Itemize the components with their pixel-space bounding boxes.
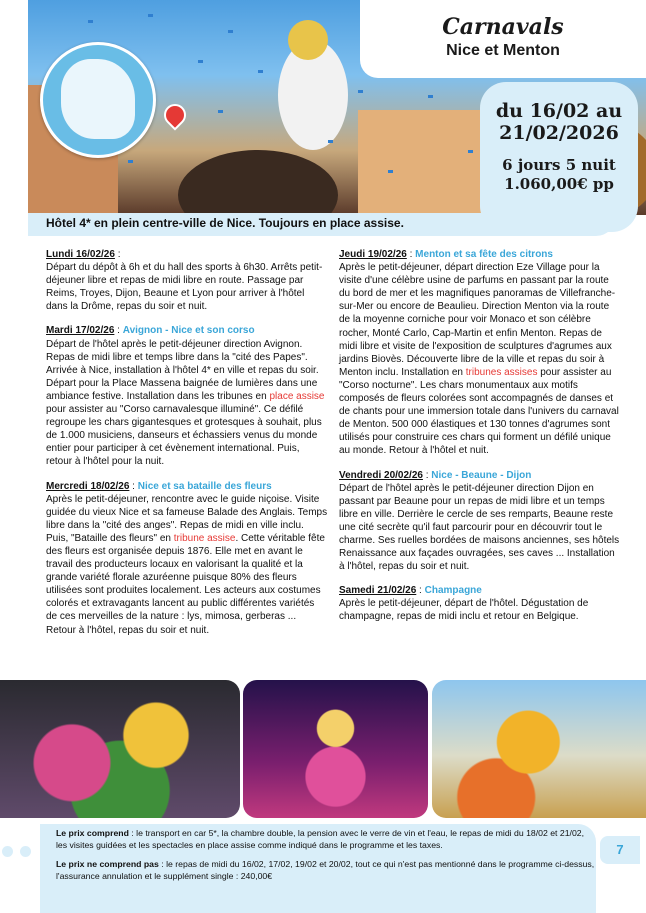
day-text: Départ de l'hôtel après le petit-déjeuner direction Dijon en passant par Beaune pour un repas de midi libre et un temps libre en ville. Derrière le cercle de ses remparts, Beaune reste une cité secrète qu'il faut parcourir pour en découvrir tout le charme. Ses ruelles bordées de maisons anciennes, ses hôtels Renaissance aux façades ouvragées, ses caves ... Installation à l'hôtel, repas du soir et nuit. (339, 482, 620, 573)
price-excludes (56, 859, 596, 882)
day-entry (339, 469, 621, 574)
pricing-box (40, 824, 596, 913)
day-date: Lundi 16/02/26 (46, 249, 115, 260)
date-price-box (480, 82, 638, 232)
france-map-inset (40, 42, 156, 158)
day-separator: : (406, 249, 416, 260)
photo-night-corso (243, 680, 428, 818)
day-highlight: tribunes assises (465, 366, 538, 378)
price-excludes-text: : le repas de midi du 16/02, 17/02, 19/02 et 20/02, tout ce qui n'est pas mentionné dans le programme ci-dessus, l'assurance annulation et le supplément single : 240,00€ (56, 859, 595, 881)
title-box (360, 0, 646, 78)
day-date: Jeudi 19/02/26 (339, 249, 407, 260)
day-date: Samedi 21/02/26 (339, 585, 417, 597)
day-subtitle: Menton et sa fête des citrons (415, 249, 553, 260)
day-separator: : (114, 325, 123, 337)
day-date: Vendredi 20/02/26 (339, 469, 423, 481)
day-entry (339, 584, 621, 623)
day-text: Après le petit-déjeuner, départ direction Eze Village pour la visite d'une célèbre usine de parfums en passant par la route du bord de mer et les magnifiques panoramas de Villefranche-sur-Mer ou encore de Beaulieu. Direction Menton via la route de la moyenne corniche pour voir Monaco et son célèbre rocher, Monté Carlo, Cap-Martin et enfin Menton. Repas de midi libre et visite de l'exposition de sculptures d'agrumes aux jardins Biovès. Découverte libre de la ville et repas du soir à Menton inclu. Installation en (339, 262, 616, 378)
day-entry (46, 480, 328, 637)
day-highlight: place assise (269, 390, 325, 402)
day-text: Départ du dépôt à 6h et du hall des sports à 6h30. Arrêts petit-déjeuner libre et repas de midi libre en route. Passage par Reims, Troyes, Dijon, Beaune et Lyon pour arriver à l'hôtel dans la Drôme, repas du soir et nuit. (46, 262, 323, 313)
hotel-tagline: Hôtel 4* en plein centre-ville de Nice. Toujours en place assise. (28, 213, 616, 236)
decorative-dot (2, 846, 13, 857)
day-separator: : (416, 585, 425, 597)
day-separator: : (129, 480, 138, 492)
day-text: Après le petit-déjeuner, départ de l'hôtel. Dégustation de champagne, repas de midi inclu et retour en Belgique. (339, 598, 589, 623)
day-text: pour assister au "Corso carnavalesque illuminé". Ce défilé regroupe les chars gigantesques et grotesques à souhait, plus de 1.000 musiciens, danseurs et échassiers venus du monde entier pour participer à cet évènement international. Puis, retour à l'hôtel pour la nuit. (46, 404, 322, 468)
price-excludes-label: Le prix ne comprend pas (56, 859, 159, 869)
day-entry (46, 324, 328, 468)
day-subtitle: Nice - Beaune - Dijon (431, 469, 532, 481)
day-subtitle: Nice et sa bataille des fleurs (137, 480, 272, 492)
day-separator: : (422, 469, 432, 481)
day-text: Après le petit-déjeuner, rencontre avec le guide niçoise. Visite guidée du vieux Nice et sa fameuse Balade des Anglais. Temps libre dans la "cité des anges". Repas de midi en ville inclu. Puis, "Bataille des fleurs" en (46, 493, 328, 544)
day-subtitle: Avignon - Nice et son corso (122, 325, 255, 337)
photo-lemon-festival (432, 680, 646, 818)
day-date: Mercredi 18/02/26 (46, 480, 130, 492)
day-date: Mardi 17/02/26 (46, 325, 115, 337)
day-text: . Cette véritable fête des fleurs est organisée depuis 1876. Elle met en avant le travail des producteurs locaux en valorisant la qualité et la grande variété florale azuréenne puisque 80% des fleurs utilisées sont produites localement. Les acteurs aux costumes colorés et extravagants lancent au public différentes variétés de ces merveilles de la nature : lys, mimosa, gerberas ... Retour à l'hôtel, repas du soir et nuit. (46, 532, 325, 636)
day-text: Départ de l'hôtel après le petit-déjeuner direction Avignon. Repas de midi libre et temps libre dans la "cité des Papes". Arrivée à Nice, installation à l'hôtel 4* en ville et repas du soir. Départ pour la Place Massena baignée de lumières dans une ambiance festive. Installation dans les tribunes en (46, 338, 319, 402)
photo-flower-parade (0, 680, 240, 818)
page-title: Carnavals (442, 14, 564, 40)
trip-duration: 6 jours 5 nuit (502, 156, 616, 174)
price-includes-label: Le prix comprend (56, 828, 129, 838)
trip-price: 1.060,00€ pp (504, 175, 614, 193)
trip-dates: du 16/02 au 21/02/2026 (495, 100, 623, 144)
day-separator: : (114, 249, 121, 260)
day-entry (46, 248, 328, 313)
itinerary-right-column (339, 248, 621, 635)
page-subtitle: Nice et Menton (446, 42, 560, 59)
day-highlight: tribune assise (173, 532, 236, 544)
price-includes-text: : le transport en car 5*, la chambre double, la pension avec le verre de vin et l'eau, le repas de midi du 18/02 et 21/02, les visites guidées et les spectacles en place assise comme indiqué dans le programme et les taxes. (56, 828, 585, 850)
price-includes (56, 828, 596, 851)
day-entry (339, 248, 621, 458)
itinerary-left-column (46, 248, 328, 648)
day-text: pour assister au "Corso nocturne". Les chars monumentaux aux motifs composés de fleurs colorées sont accompagnés de danses et de chants pour une immersion totale dans l'univers du carnaval de Menton. 500 000 élastiques et 130 tonnes d'agrumes sont utilisés pour construire ces chars qui forment un défilé unique au monde. Retour à l'hôtel et nuit. (339, 366, 619, 457)
day-subtitle: Champagne (424, 585, 482, 597)
page-number: 7 (600, 836, 640, 864)
decorative-dot (20, 846, 31, 857)
